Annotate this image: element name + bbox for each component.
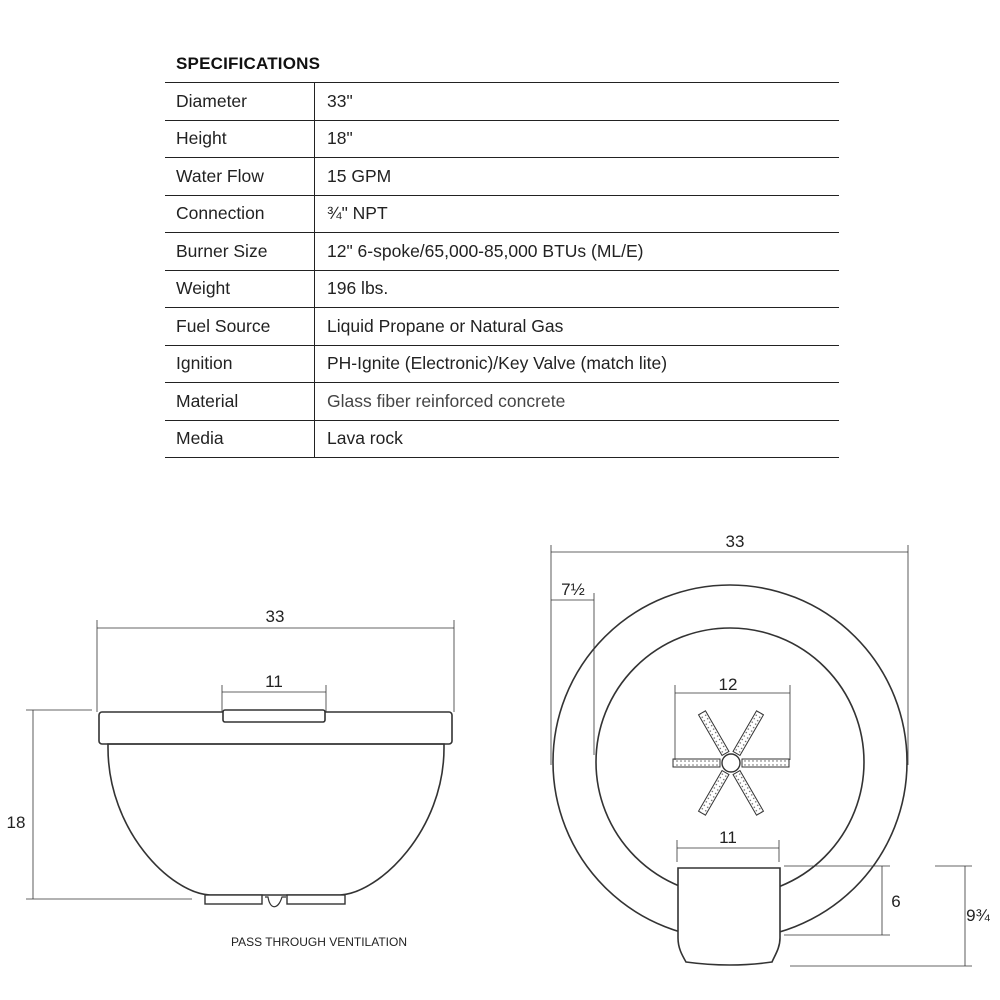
top-scupper-depth-label: 6 <box>891 892 901 911</box>
burner-spoke <box>699 771 729 816</box>
spec-label: Diameter <box>165 83 315 121</box>
spec-value: 18" <box>315 120 840 158</box>
spec-label: Burner Size <box>165 233 315 271</box>
scupper-slot <box>223 710 325 722</box>
burner-hub <box>722 754 740 772</box>
spec-value: PH-Ignite (Electronic)/Key Valve (match lite) <box>315 345 840 383</box>
burner-spoke <box>673 759 720 767</box>
spec-label: Fuel Source <box>165 308 315 346</box>
foot-right <box>287 895 345 904</box>
spec-value: 33" <box>315 83 840 121</box>
top-scupper-width-label: 11 <box>719 828 737 847</box>
burner-icon <box>673 711 789 815</box>
top-diameter-label: 33 <box>725 532 745 551</box>
spec-value: 12" 6-spoke/65,000-85,000 BTUs (ML/E) <box>315 233 840 271</box>
ventilation-label: PASS THROUGH VENTILATION <box>230 935 408 949</box>
spec-label: Weight <box>165 270 315 308</box>
side-width-label: 33 <box>265 607 285 626</box>
burner-spoke <box>699 711 729 756</box>
spec-label: Height <box>165 120 315 158</box>
side-view-drawing <box>26 620 454 907</box>
spec-label: Media <box>165 420 315 458</box>
spec-value: Liquid Propane or Natural Gas <box>315 308 840 346</box>
bowl-body <box>108 744 444 895</box>
top-burner-label: 12 <box>718 675 738 694</box>
burner-spoke <box>742 759 789 767</box>
burner-spoke <box>733 771 763 816</box>
spec-label: Water Flow <box>165 158 315 196</box>
spec-label: Ignition <box>165 345 315 383</box>
spec-value: Lava rock <box>315 420 840 458</box>
ventilation-gap <box>265 897 286 907</box>
specifications-title: SPECIFICATIONS <box>176 54 321 73</box>
spec-label: Material <box>165 383 315 421</box>
spec-value: 15 GPM <box>315 158 840 196</box>
spec-label: Connection <box>165 195 315 233</box>
spec-value: 196 lbs. <box>315 270 840 308</box>
side-scupper-label: 11 <box>265 672 283 691</box>
side-height-label: 18 <box>6 813 26 832</box>
scupper-block <box>678 868 780 965</box>
foot-left <box>205 895 262 904</box>
top-view-drawing <box>551 545 972 966</box>
spec-value: Glass fiber reinforced concrete <box>315 383 840 421</box>
spec-value: ¾" NPT <box>315 195 840 233</box>
top-rim-label: 7½ <box>561 580 585 599</box>
burner-spoke <box>733 711 763 756</box>
top-scupper-total-label: 9¾ <box>966 906 990 925</box>
